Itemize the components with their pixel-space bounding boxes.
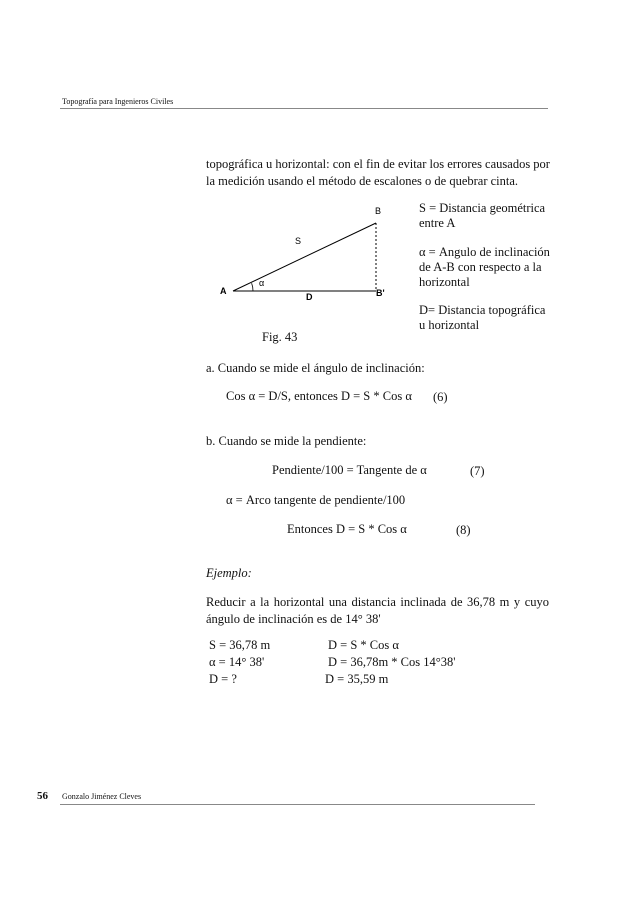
solution-line-2: D = 36,78m * Cos 14°38'	[328, 655, 456, 669]
figure-caption: Fig. 43	[262, 330, 298, 344]
header-rule	[60, 108, 548, 109]
label-s: S	[295, 236, 302, 246]
given-line-1: S = 36,78 m	[209, 638, 271, 652]
case-a-heading: a. Cuando se mide el ángulo de inclinación:	[206, 361, 425, 375]
footer-rule	[60, 804, 535, 805]
given-line-3: D = ?	[209, 672, 237, 686]
label-a: A	[220, 286, 227, 296]
label-b: B	[375, 206, 382, 216]
legend-s-line-1: S = Distancia geométrica	[419, 201, 546, 215]
case-a-formula: Cos α = D/S, entonces D = S * Cos α	[226, 389, 412, 403]
intro-line-2: la medición usando el método de escalones o de quebrar cinta.	[206, 174, 519, 188]
solution-line-1: D = S * Cos α	[328, 638, 399, 652]
case-b-formula-2: α = Arco tangente de pendiente/100	[226, 493, 406, 507]
solution-line-3: D = 35,59 m	[325, 672, 389, 686]
label-d: D	[306, 292, 313, 302]
legend-alpha-line-3: horizontal	[419, 275, 470, 289]
legend-d-line-1: D= Distancia topográfica	[419, 303, 546, 317]
example-statement: Reducir a la horizontal una distancia inclinada de 36,78 m y cuyo ángulo de inclinación es de 14° 38'	[206, 595, 549, 626]
case-b-formula-1: Pendiente/100 = Tangente de α	[272, 463, 427, 477]
legend-alpha-line-2: de A-B con respecto a la	[419, 260, 542, 274]
given-line-2: α = 14° 38'	[209, 655, 265, 669]
angle-arc	[252, 283, 253, 291]
case-b-eq-number-3: (8)	[456, 523, 471, 537]
case-b-formula-3: Entonces D = S * Cos α	[287, 522, 407, 536]
legend-alpha-line-1: α = Angulo de inclinación	[419, 245, 550, 259]
intro-line-1: topográfica u horizontal: con el fin de evitar los errores causados por	[206, 157, 550, 171]
hypotenuse-line	[233, 223, 376, 291]
legend-s-line-2: entre A	[419, 216, 456, 230]
triangle-figure	[215, 198, 395, 303]
case-b-eq-number-1: (7)	[470, 464, 485, 478]
page-number: 56	[37, 790, 48, 802]
example-heading: Ejemplo:	[206, 566, 252, 580]
case-b-heading: b. Cuando se mide la pendiente:	[206, 434, 367, 448]
case-a-eq-number: (6)	[433, 390, 448, 404]
label-b-prime: B'	[376, 288, 385, 298]
footer-author: Gonzalo Jiménez Cleves	[62, 792, 142, 801]
running-header: Topografía para Ingenieros Civiles	[62, 97, 174, 106]
label-alpha: α	[259, 278, 265, 288]
legend-d-line-2: u horizontal	[419, 318, 480, 332]
